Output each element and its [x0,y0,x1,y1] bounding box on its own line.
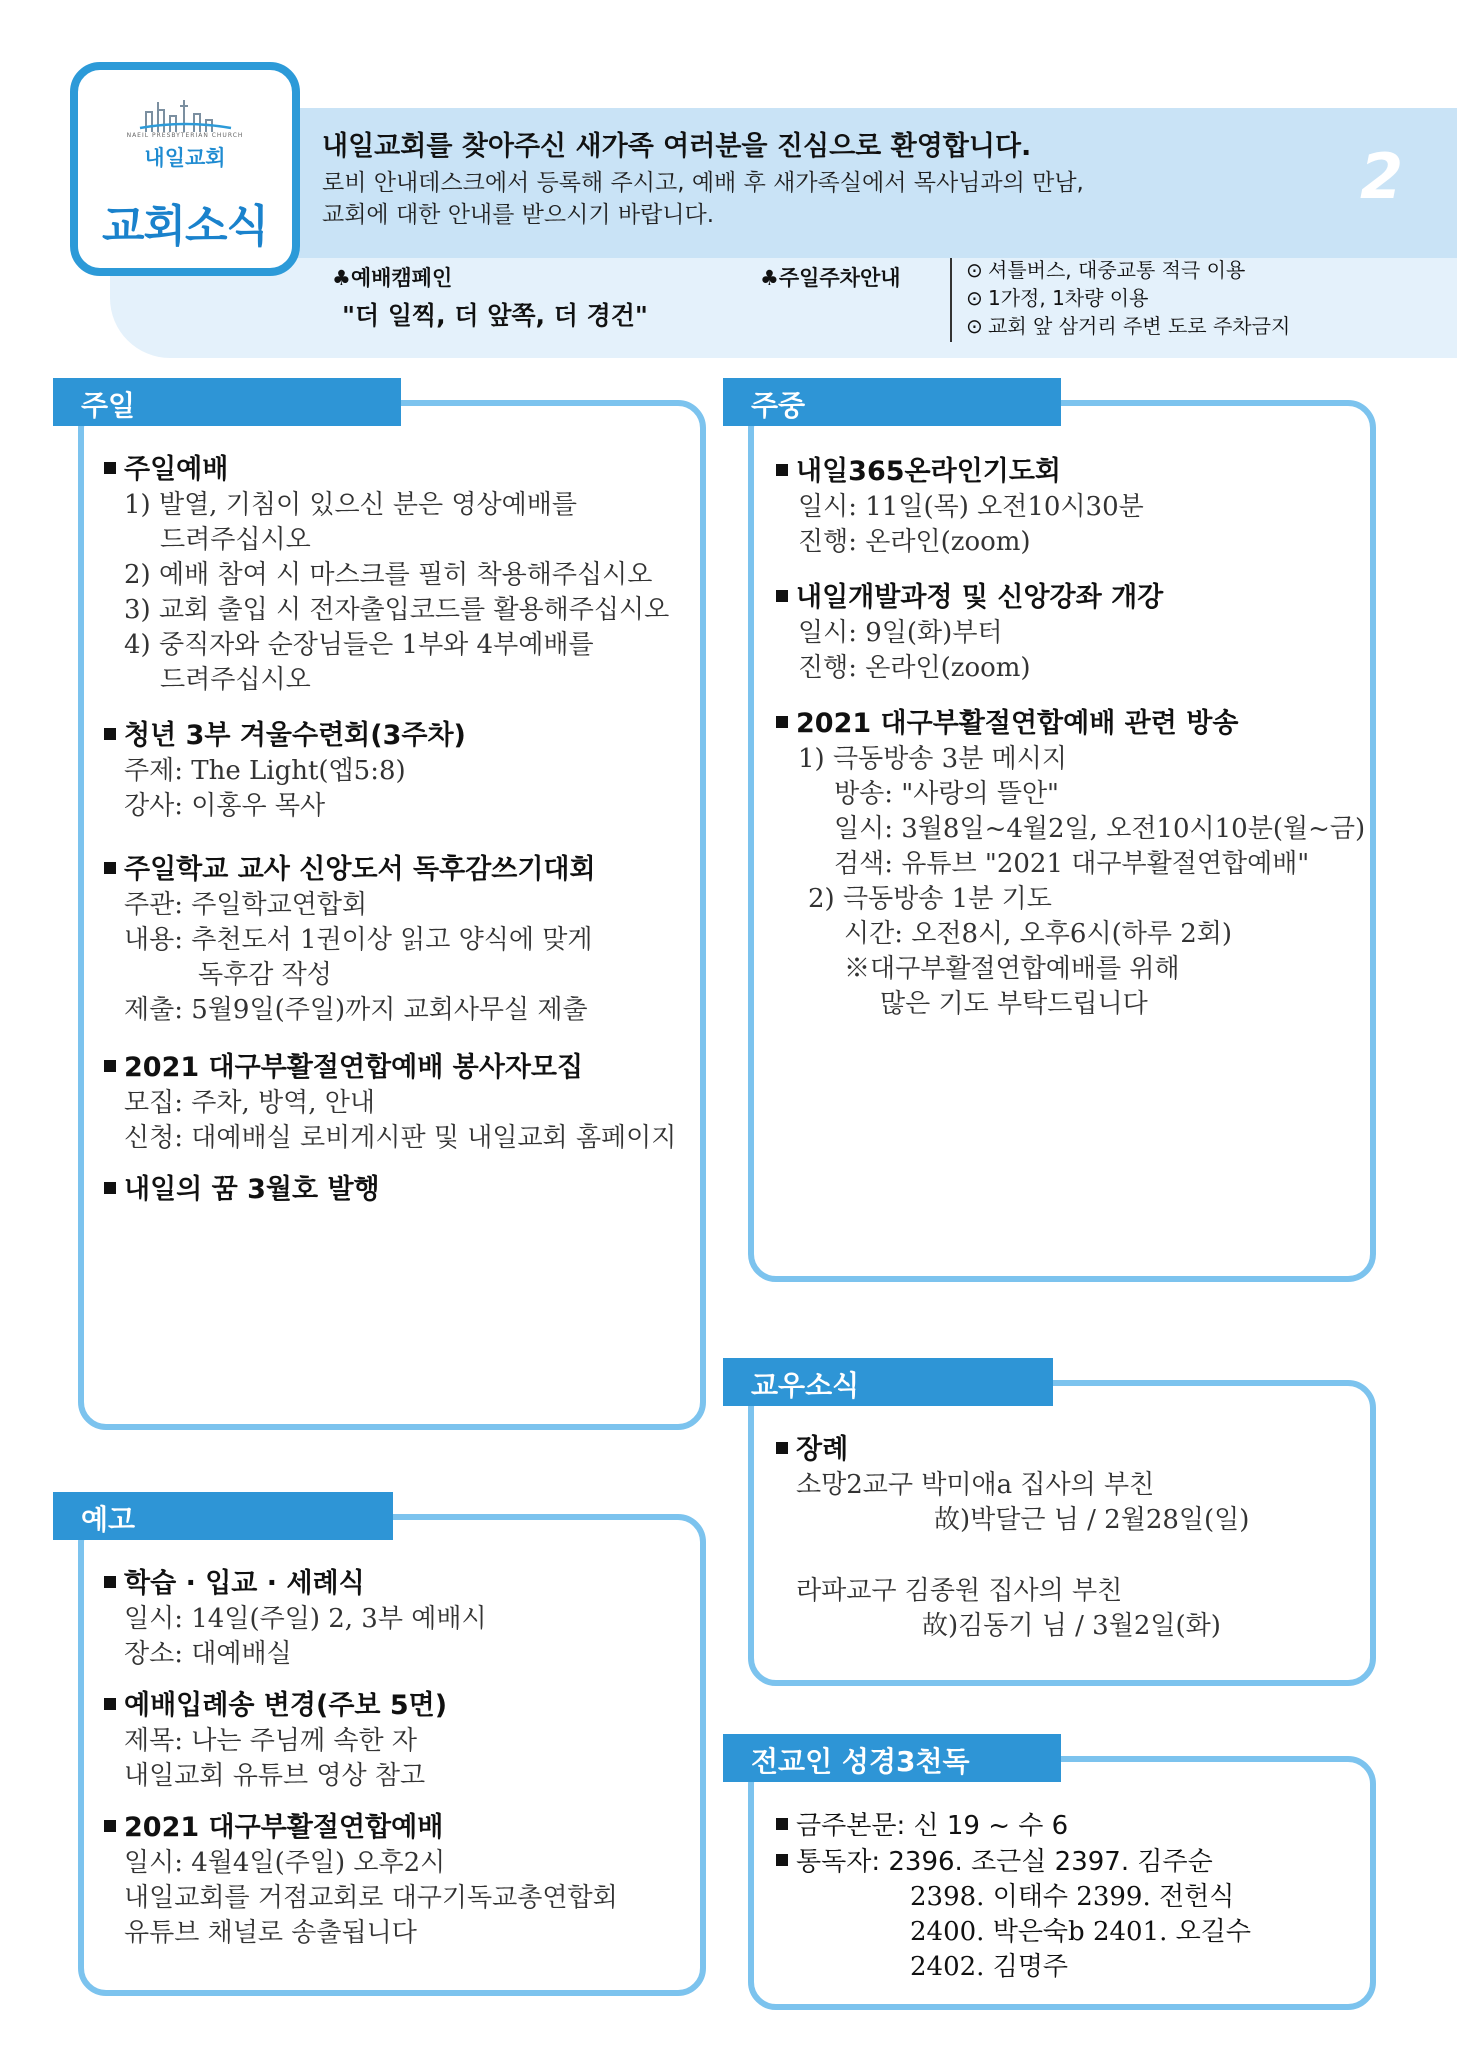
sunday-item [104,852,596,1028]
square-bullet-icon [104,1576,116,1588]
bible-readers-line: 2398. 이태수 2399. 전헌식 [910,1882,1235,1912]
item-title: 예배입례송 변경(주보 5면) [124,1690,448,1721]
item-line: 故)박달근 님 / 2월28일(일) [934,1505,1250,1535]
square-bullet-icon [776,716,788,728]
item-line: 1) 발열, 기침이 있으신 분은 영상예배를 [124,490,578,520]
item-line: 2) 예배 참여 시 마스크를 필히 착용해주십시오 [124,560,653,590]
logo-name: 내일교회 [144,146,226,170]
item-line: 1) 극동방송 3분 메시지 [798,744,1067,774]
item-title: 내일개발과정 및 신앙강좌 개강 [796,582,1164,613]
weekday-item [776,580,1163,686]
item-line: 라파교구 김종원 집사의 부친 [796,1576,1123,1606]
item-line: 강사: 이홍우 목사 [124,791,326,821]
item-line: 모집: 주차, 방역, 안내 [124,1088,376,1118]
item-line: 내일교회 유튜브 영상 참고 [124,1761,426,1791]
item-line: 내용: 추천도서 1권이상 읽고 양식에 맞게 [124,925,593,955]
item-title: 내일365온라인기도회 [796,456,1062,487]
item-line: 검색: 유튜브 "2021 대구부활절연합예배" [834,849,1310,879]
campaign-label: ♣예배캠페인 [332,266,453,290]
item-line: 일시: 14일(주일) 2, 3부 예배시 [124,1604,487,1634]
notice-tab: 예고 [53,1492,393,1540]
item-title: 주일학교 교사 신앙도서 독후감쓰기대회 [124,854,596,885]
item-line: 일시: 4월4일(주일) 오후2시 [124,1848,446,1878]
item-line: 2) 극동방송 1분 기도 [808,884,1052,914]
square-bullet-icon [104,728,116,740]
item-line: 3) 교회 출입 시 전자출입코드를 활용해주십시오 [124,595,670,625]
item-line: 드려주십시오 [160,525,311,555]
bullet-icon: ⊙ [966,258,983,282]
item-line: 신청: 대예배실 로비게시판 및 내일교회 홈페이지 [124,1123,677,1153]
item-line: 진행: 온라인(zoom) [798,527,1031,557]
item-line: 주제: The Light(엡5:8) [124,756,406,786]
item-line: ※대구부활절연합예배를 위해 [844,954,1180,984]
campaign-slogan: "더 일찍, 더 앞쪽, 더 경건" [342,301,648,330]
item-title: 장례 [796,1434,849,1465]
weekday-tab: 주중 [723,378,1061,426]
item-line: 장소: 대예배실 [124,1639,292,1669]
sunday-item [104,1172,380,1208]
notice-item [104,1810,618,1951]
square-bullet-icon [104,1820,116,1832]
bible-tab: 전교인 성경3천독 [723,1734,1061,1782]
item-title: 2021 대구부활절연합예배 봉사자모집 [124,1052,584,1083]
item-line: 독후감 작성 [198,960,332,990]
square-bullet-icon [776,1442,788,1454]
parking-item: ⊙ 셔틀버스, 대중교통 적극 이용 [966,258,1246,282]
item-title: 내일의 꿈 3월호 발행 [124,1174,380,1205]
item-line: 제출: 5월9일(주일)까지 교회사무실 제출 [124,995,588,1025]
item-line: 제목: 나는 주님께 속한 자 [124,1726,417,1756]
welcome-line-1: 로비 안내데스크에서 등록해 주시고, 예배 후 새가족실에서 목사님과의 만남, [322,170,1084,196]
bullet-icon: ⊙ [966,314,983,338]
bible-readers-line: 2402. 김명주 [910,1952,1069,1982]
church-logo-icon [138,98,233,134]
sunday-item [104,452,669,698]
item-line: 드려주십시오 [160,665,311,695]
parking-list [966,256,1290,340]
item-title: 학습 · 입교 · 세례식 [124,1568,365,1599]
item-line: 내일교회를 거점교회로 대구기독교총연합회 [124,1883,618,1913]
item-line: 소망2교구 박미애a 집사의 부친 [796,1470,1155,1500]
bullet-icon: ⊙ [966,286,983,310]
item-line: 진행: 온라인(zoom) [798,653,1031,683]
parking-item: ⊙ 1가정, 1차량 이용 [966,286,1149,310]
item-line: 일시: 11일(목) 오전10시30분 [798,492,1144,522]
item-line: 일시: 3월8일~4월2일, 오전10시10분(월~금) [834,814,1366,844]
weekday-item [776,454,1144,560]
bible-range: 금주본문: 신 19 ~ 수 6 [796,1811,1069,1841]
item-line: 故)김동기 님 / 3월2일(화) [922,1611,1221,1641]
item-line: 유튜브 채널로 송출됩니다 [124,1918,417,1948]
item-title: 청년 3부 겨울수련회(3주차) [124,720,466,751]
square-bullet-icon [104,862,116,874]
item-title: 2021 대구부활절연합예배 [124,1812,444,1843]
parking-label: ♣주일주차안내 [760,266,901,290]
notice-item [104,1688,447,1794]
church-logo-box [70,62,300,276]
parking-divider [950,258,952,342]
parking-item: ⊙ 교회 앞 삼거리 주변 도로 주차금지 [966,314,1291,338]
sunday-item [104,718,466,824]
item-line: 시간: 오전8시, 오후6시(하루 2회) [844,919,1233,949]
item-line: 4) 중직자와 순장님들은 1부와 4부예배를 [124,630,594,660]
welcome-line-2: 교회에 대한 안내를 받으시기 바랍니다. [322,202,715,228]
square-bullet-icon [104,1182,116,1194]
item-line: 방송: "사랑의 뜰안" [834,779,1060,809]
bible-readers-line: 2400. 박은숙b 2401. 오길수 [910,1917,1251,1947]
welcome-heading: 내일교회를 찾아주신 새가족 여러분을 진심으로 환영합니다. [322,131,1032,162]
square-bullet-icon [104,1698,116,1710]
item-line: 많은 기도 부탁드립니다 [880,989,1148,1019]
item-line: 주관: 주일학교연합회 [124,890,368,920]
square-bullet-icon [776,590,788,602]
square-bullet-icon [776,1854,788,1866]
item-line: 일시: 9일(화)부터 [798,618,1003,648]
members-tab: 교우소식 [723,1358,1053,1406]
square-bullet-icon [776,464,788,476]
bible-item [776,1808,1251,1985]
square-bullet-icon [776,1818,788,1830]
item-title: 2021 대구부활절연합예배 관련 방송 [796,708,1239,739]
section-title: 교회소식 [101,201,268,252]
members-item [776,1432,1249,1644]
sunday-item [104,1050,676,1156]
item-title: 주일예배 [124,454,229,485]
square-bullet-icon [104,1060,116,1072]
page-number: 2 [1360,140,1404,213]
square-bullet-icon [104,462,116,474]
weekday-item [776,706,1365,1022]
logo-subtitle: NAEIL PRESBYTERIAN CHURCH [126,132,244,139]
sunday-tab: 주일 [53,378,401,426]
notice-item [104,1566,487,1672]
bible-readers: 통독자: 2396. 조근실 2397. 김주순 [796,1847,1213,1877]
